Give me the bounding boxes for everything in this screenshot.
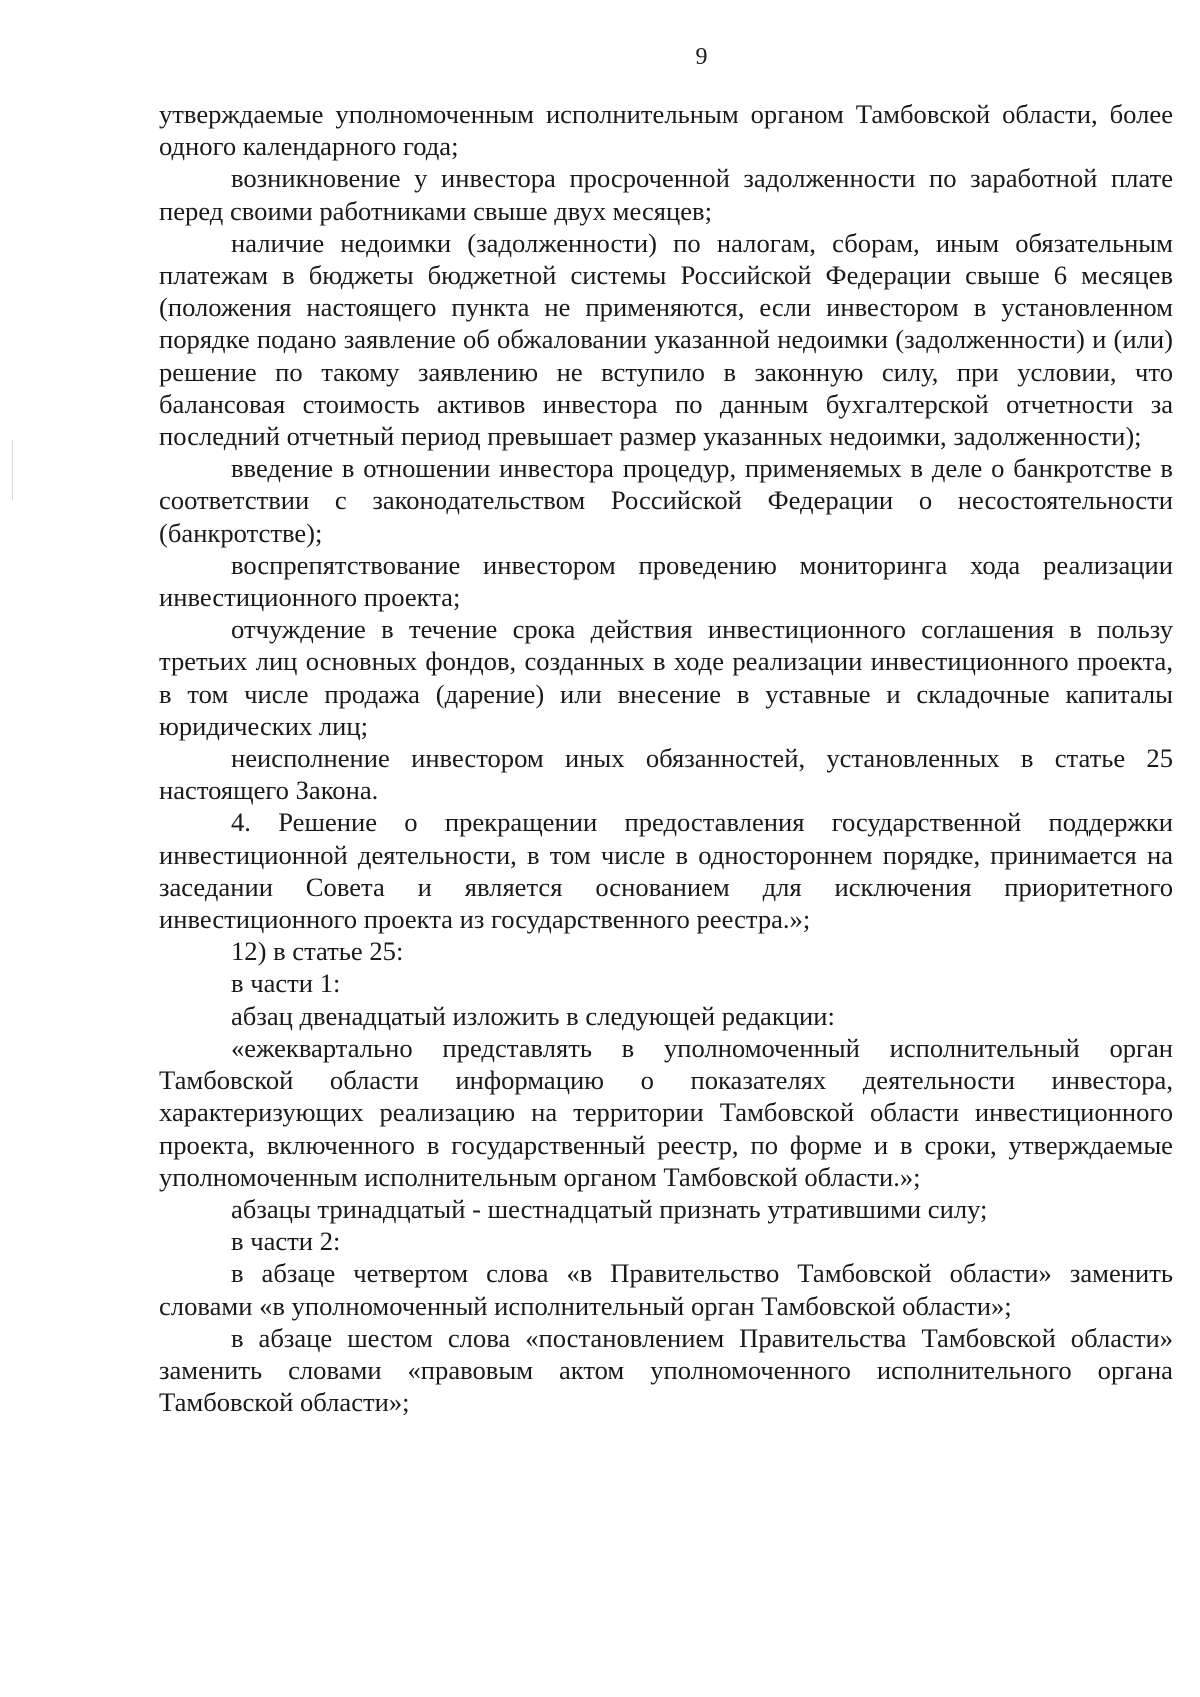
paragraph-continuation: утверждаемые уполномоченным исполнительным органом Тамбовской области, более одного календарного года; [159, 99, 1173, 162]
paragraph-bankruptcy: введение в отношении инвестора процедур, применяемых в деле о банкротстве в соответствии с законодательством Российской Федерации о несостоятельности (банкротстве); [159, 453, 1173, 548]
paragraph-non-fulfilment: неисполнение инвестором иных обязанностей, установленных в статье 25 настоящего Закона. [159, 743, 1173, 806]
paragraph-part-2: в части 2: [231, 1226, 341, 1257]
paragraph-abzacs-13-16: абзацы тринадцатый - шестнадцатый признать утратившими силу; [231, 1193, 988, 1224]
paragraph-quarterly-report: «ежеквартально представлять в уполномоченный исполнительный орган Тамбовской области информацию о показателях деятельности инвестора, характеризующих реализацию на территории Тамбовской области инвестиционного проекта, включенного в государственный реестр, по форме и в сроки, утверждаемые уполномоченным исполнительным органом Тамбовской области.»; [159, 1032, 1173, 1192]
scan-edge-mark [12, 440, 13, 500]
paragraph-wage-debt: возникновение у инвестора просроченной задолженности по заработной плате перед своими работниками свыше двух месяцев; [159, 163, 1173, 226]
paragraph-obstruction: воспрепятствование инвестором проведению мониторинга хода реализации инвестиционного проекта; [159, 549, 1173, 613]
paragraph-part-1: в части 1: [231, 968, 341, 999]
paragraph-item-4: 4. Решение о прекращении предоставления государственной поддержки инвестиционной деятельности, в том числе в одностороннем порядке, принимается на заседании Совета и является основанием для исключения приоритетного инвестиционного проекта из государственного реестра.»; [159, 807, 1173, 935]
page-number: 9 [695, 44, 708, 70]
paragraph-sixth-abzac: в абзаце шестом слова «постановлением Правительства Тамбовской области» заменить словами «правовым актом уполномоченного исполнительного органа Тамбовской области»; [159, 1322, 1173, 1418]
paragraph-item-12: 12) в статье 25: [231, 936, 404, 967]
document-body [159, 98, 1173, 1418]
paragraph-tax-arrears: наличие недоимки (задолженности) по налогам, сборам, иным обязательным платежам в бюджеты бюджетной системы Российской Федерации свыше 6 месяцев (положения настоящего пункта не применяются, если инвестором в установленном порядке подано заявление об обжаловании указанной недоимки (задолженности) и (или) решение по такому заявлению не вступило в законную силу, при условии, что балансовая стоимость активов инвестора по данным бухгалтерской отчетности за последний отчетный период превышает размер указанных недоимки, задолженности); [159, 227, 1173, 452]
paragraph-alienation: отчуждение в течение срока действия инвестиционного соглашения в пользу третьих лиц основных фондов, созданных в ходе реализации инвестиционного проекта, в том числе продажа (дарение) или внесение в уставные и складочные капиталы юридических лиц; [159, 614, 1173, 741]
paragraph-fourth-abzac: в абзаце четвертом слова «в Правительство Тамбовской области» заменить словами «в уполномоченный исполнительный орган Тамбовской области»; [159, 1258, 1173, 1321]
paragraph-twelfth-abzac: абзац двенадцатый изложить в следующей редакции: [231, 1000, 835, 1031]
